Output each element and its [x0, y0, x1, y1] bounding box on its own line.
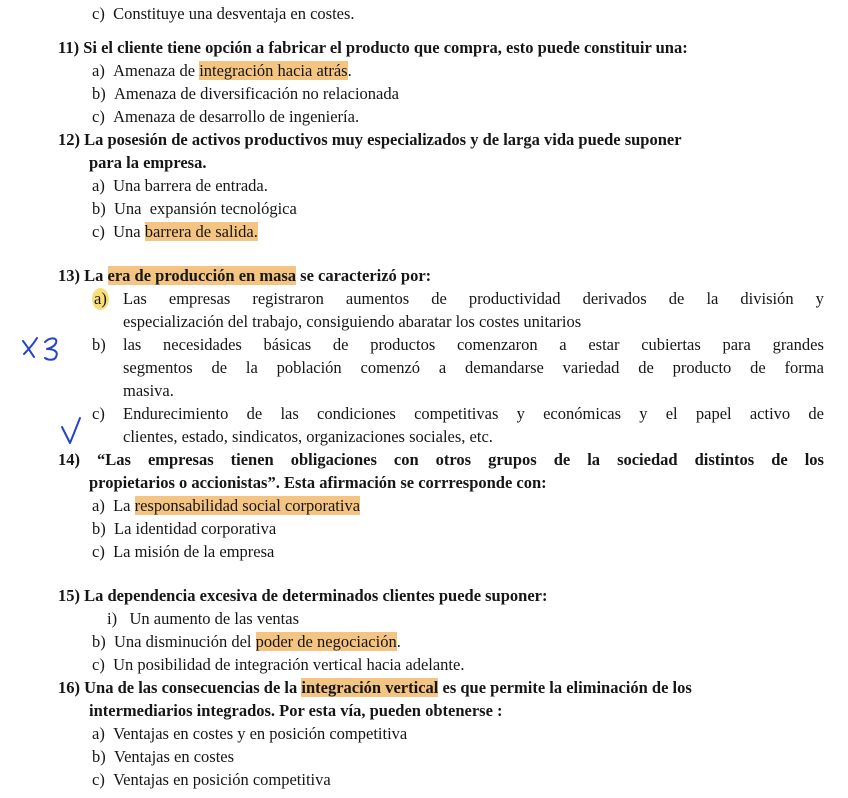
highlight-responsabilidad-social: responsabilidad social corporativa	[134, 496, 361, 515]
highlight-dot-a: a)	[94, 289, 107, 308]
q14-option-c: c) La misión de la empresa	[92, 542, 275, 561]
q11a-tail: .	[347, 61, 352, 80]
q16-option-c: c) Ventajas en posición competitiva	[92, 770, 331, 789]
question-15: 15) La dependencia excesiva de determinados clientes puede suponer:	[58, 586, 548, 605]
q13-option-a-line-1: Las empresas registraron aumentos de productividad derivados de la división y	[123, 289, 824, 308]
checkmark-icon	[62, 418, 80, 443]
q12c-text: c) Una	[92, 222, 145, 241]
q15-option-i: i) Un aumento de las ventas	[107, 609, 299, 628]
q15-option-c: c) Un posibilidad de integración vertical hacia adelante.	[92, 655, 465, 674]
q12-option-a: a) Una barrera de entrada.	[92, 176, 268, 195]
q11-option-c: c) Amenaza de desarrollo de ingeniería.	[92, 107, 360, 126]
highlight-barrera-de-salida: barrera de salida.	[144, 222, 258, 241]
q11-option-b: b) Amenaza de diversificación no relacionada	[92, 84, 399, 103]
q13-option-c-letter: c)	[92, 404, 105, 423]
q16-option-a: a) Ventajas en costes y en posición competitiva	[92, 724, 408, 743]
q16-tail: es que permite la eliminación de los	[438, 678, 692, 697]
q14-option-b: b) La identidad corporativa	[92, 519, 277, 538]
q13-option-c-line-2: clientes, estado, sindicatos, organizaciones sociales, etc.	[123, 427, 493, 446]
highlight-poder-negociacion: poder de negociación	[255, 632, 397, 651]
q16-option-b: b) Ventajas en costes	[92, 747, 235, 766]
question-12-line-1: 12) La posesión de activos productivos muy especializados y de larga vida puede suponer	[58, 130, 682, 149]
q11a-text: a) Amenaza de	[92, 61, 200, 80]
q13-option-c-line-1: Endurecimiento de las condiciones competitivas y económicas y el papel activo de	[123, 404, 824, 423]
question-14-line-2: propietarios o accionistas”. Esta afirmación se corrresponde con:	[89, 473, 547, 492]
question-11: 11) Si el cliente tiene opción a fabricar el producto que compra, esto puede constituir una:	[58, 38, 688, 57]
pencil-annotation-mark	[23, 338, 57, 360]
q13-option-b-line-2: segmentos de la población comenzó a demandarse variedad de producto de forma	[123, 358, 824, 377]
q16-lead: 16) Una de las consecuencias de la	[58, 678, 302, 697]
question-16-line-2: intermediarios integrados. Por esta vía, pueden obtenerse :	[89, 701, 503, 720]
q13-lead: 13) La	[58, 266, 108, 285]
option-c-prev: c) Constituye una desventaja en costes.	[92, 4, 355, 23]
q13-option-b-line-3: masiva.	[123, 381, 174, 400]
highlight-era-produccion-masa: era de producción en masa	[107, 266, 297, 285]
question-12-line-2: para la empresa.	[89, 153, 207, 172]
q12-option-b: b) Una expansión tecnológica	[92, 199, 297, 218]
highlight-integracion-hacia-atras: integración hacia atrás	[199, 61, 348, 80]
q15b-tail: .	[396, 632, 401, 651]
highlight-integracion-vertical: integración vertical	[301, 678, 439, 697]
q13-tail: se caracterizó por:	[296, 266, 432, 285]
q13-option-a-line-2: especialización del trabajo, consiguiendo abaratar los costes unitarios	[123, 312, 582, 331]
q14a-text: a) La	[92, 496, 135, 515]
q13-option-b-line-1: las necesidades básicas de productos comenzaron a estar cubiertas para grandes	[123, 335, 824, 354]
question-14-line-1: 14) “Las empresas tienen obligaciones con otros grupos de la sociedad distintos de los	[58, 450, 824, 469]
q15b-text: b) Una disminución del	[92, 632, 256, 651]
q13-option-b-letter: b)	[92, 335, 106, 354]
